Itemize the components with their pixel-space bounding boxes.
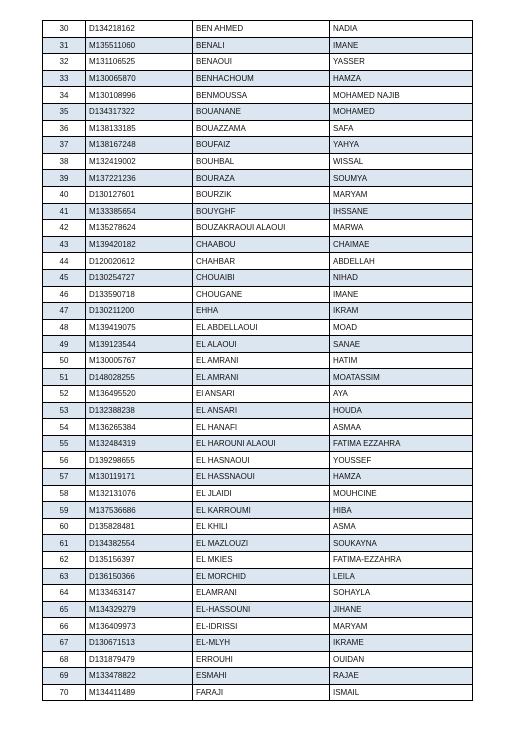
student-code-cell: D130254727 — [86, 269, 193, 286]
first-name-cell: MOHAMED NAJIB — [330, 87, 473, 104]
student-code-cell: M139419075 — [86, 319, 193, 336]
row-number-cell: 37 — [43, 137, 86, 154]
row-number-cell: 44 — [43, 253, 86, 270]
row-number-cell: 59 — [43, 502, 86, 519]
row-number-cell: 31 — [43, 37, 86, 54]
table-row — [43, 568, 473, 585]
row-number-cell: 54 — [43, 419, 86, 436]
last-name-cell: EL MAZLOUZI — [193, 535, 330, 552]
first-name-cell: IKRAME — [330, 634, 473, 651]
student-code-cell: M135511060 — [86, 37, 193, 54]
last-name-cell: CHAHBAR — [193, 253, 330, 270]
student-code-cell: D135156397 — [86, 552, 193, 569]
table-row — [43, 684, 473, 701]
first-name-cell: WISSAL — [330, 153, 473, 170]
row-number-cell: 55 — [43, 435, 86, 452]
first-name-cell: MOAD — [330, 319, 473, 336]
first-name-cell: ASMAA — [330, 419, 473, 436]
last-name-cell: BOUFAIZ — [193, 137, 330, 154]
table-row — [43, 120, 473, 137]
student-code-cell: D120020612 — [86, 253, 193, 270]
last-name-cell: EL ABDELLAOUI — [193, 319, 330, 336]
last-name-cell: EL-IDRISSI — [193, 618, 330, 635]
last-name-cell: EL MKIES — [193, 552, 330, 569]
first-name-cell: IMANE — [330, 37, 473, 54]
row-number-cell: 68 — [43, 651, 86, 668]
last-name-cell: BOURZIK — [193, 186, 330, 203]
table-row — [43, 386, 473, 403]
first-name-cell: MARYAM — [330, 186, 473, 203]
table-row — [43, 153, 473, 170]
last-name-cell: BEN AHMED — [193, 21, 330, 38]
student-code-cell: M133463147 — [86, 585, 193, 602]
row-number-cell: 70 — [43, 684, 86, 701]
last-name-cell: BOUAZZAMA — [193, 120, 330, 137]
last-name-cell: EL MORCHID — [193, 568, 330, 585]
last-name-cell: BOUYGHF — [193, 203, 330, 220]
student-code-cell: M135278624 — [86, 220, 193, 237]
first-name-cell: SAFA — [330, 120, 473, 137]
table-row — [43, 236, 473, 253]
table-row — [43, 518, 473, 535]
student-code-cell: D130127601 — [86, 186, 193, 203]
table-row — [43, 37, 473, 54]
last-name-cell: El ANSARI — [193, 386, 330, 403]
student-code-cell: D130671513 — [86, 634, 193, 651]
row-number-cell: 50 — [43, 352, 86, 369]
table-row — [43, 303, 473, 320]
first-name-cell: HAMZA — [330, 469, 473, 486]
row-number-cell: 61 — [43, 535, 86, 552]
student-code-cell: M132131076 — [86, 485, 193, 502]
row-number-cell: 45 — [43, 269, 86, 286]
row-number-cell: 35 — [43, 103, 86, 120]
row-number-cell: 60 — [43, 518, 86, 535]
first-name-cell: YAHYA — [330, 137, 473, 154]
table-row — [43, 21, 473, 38]
student-code-cell: M130065870 — [86, 70, 193, 87]
row-number-cell: 30 — [43, 21, 86, 38]
table-row — [43, 203, 473, 220]
student-code-cell: M131106525 — [86, 54, 193, 71]
student-code-cell: M136409973 — [86, 618, 193, 635]
student-code-cell: M138133185 — [86, 120, 193, 137]
first-name-cell: SOUKAYNA — [330, 535, 473, 552]
row-number-cell: 46 — [43, 286, 86, 303]
last-name-cell: ESMAHI — [193, 668, 330, 685]
last-name-cell: BOUHBAL — [193, 153, 330, 170]
first-name-cell: AYA — [330, 386, 473, 403]
table-row — [43, 137, 473, 154]
table-row — [43, 618, 473, 635]
first-name-cell: OUIDAN — [330, 651, 473, 668]
student-code-cell: M133385654 — [86, 203, 193, 220]
row-number-cell: 32 — [43, 54, 86, 71]
row-number-cell: 47 — [43, 303, 86, 320]
row-number-cell: 65 — [43, 601, 86, 618]
row-number-cell: 36 — [43, 120, 86, 137]
last-name-cell: BENAOUI — [193, 54, 330, 71]
last-name-cell: EL KHILI — [193, 518, 330, 535]
row-number-cell: 48 — [43, 319, 86, 336]
table-row — [43, 402, 473, 419]
last-name-cell: EL ALAOUI — [193, 336, 330, 353]
row-number-cell: 57 — [43, 469, 86, 486]
student-code-cell: M130005767 — [86, 352, 193, 369]
row-number-cell: 53 — [43, 402, 86, 419]
table-row — [43, 253, 473, 270]
student-code-cell: D134317322 — [86, 103, 193, 120]
student-code-cell: D133590718 — [86, 286, 193, 303]
last-name-cell: ERROUHI — [193, 651, 330, 668]
student-code-cell: M137221236 — [86, 170, 193, 187]
last-name-cell: CHOUAIBI — [193, 269, 330, 286]
first-name-cell: ASMA — [330, 518, 473, 535]
student-code-cell: M137536686 — [86, 502, 193, 519]
last-name-cell: FARAJI — [193, 684, 330, 701]
first-name-cell: MARYAM — [330, 618, 473, 635]
first-name-cell: SOUMYA — [330, 170, 473, 187]
first-name-cell: IKRAM — [330, 303, 473, 320]
table-row — [43, 651, 473, 668]
last-name-cell: EL ANSARI — [193, 402, 330, 419]
first-name-cell: MOATASSIM — [330, 369, 473, 386]
first-name-cell: ABDELLAH — [330, 253, 473, 270]
first-name-cell: LEILA — [330, 568, 473, 585]
row-number-cell: 49 — [43, 336, 86, 353]
first-name-cell: NADIA — [330, 21, 473, 38]
row-number-cell: 42 — [43, 220, 86, 237]
last-name-cell: EL HASNAOUI — [193, 452, 330, 469]
student-code-cell: D136150366 — [86, 568, 193, 585]
last-name-cell: BOURAZA — [193, 170, 330, 187]
first-name-cell: SOHAYLA — [330, 585, 473, 602]
table-row — [43, 601, 473, 618]
table-row — [43, 220, 473, 237]
first-name-cell: HATIM — [330, 352, 473, 369]
last-name-cell: BENHACHOUM — [193, 70, 330, 87]
first-name-cell: YASSER — [330, 54, 473, 71]
first-name-cell: ISMAIL — [330, 684, 473, 701]
first-name-cell: IHSSANE — [330, 203, 473, 220]
last-name-cell: EL JLAIDI — [193, 485, 330, 502]
last-name-cell: ELAMRANI — [193, 585, 330, 602]
student-code-cell: M134329279 — [86, 601, 193, 618]
last-name-cell: BENALI — [193, 37, 330, 54]
student-code-cell: M133478822 — [86, 668, 193, 685]
student-code-cell: D134218162 — [86, 21, 193, 38]
first-name-cell: JIHANE — [330, 601, 473, 618]
table-row — [43, 668, 473, 685]
student-code-cell: M138167248 — [86, 137, 193, 154]
row-number-cell: 56 — [43, 452, 86, 469]
row-number-cell: 34 — [43, 87, 86, 104]
first-name-cell: SANAE — [330, 336, 473, 353]
last-name-cell: EL KARROUMI — [193, 502, 330, 519]
table-row — [43, 502, 473, 519]
last-name-cell: EL-HASSOUNI — [193, 601, 330, 618]
last-name-cell: EL HAROUNI ALAOUI — [193, 435, 330, 452]
student-code-cell: D139298655 — [86, 452, 193, 469]
last-name-cell: CHAABOU — [193, 236, 330, 253]
row-number-cell: 33 — [43, 70, 86, 87]
table-row — [43, 269, 473, 286]
table-row — [43, 336, 473, 353]
table-row — [43, 585, 473, 602]
row-number-cell: 69 — [43, 668, 86, 685]
last-name-cell: EL AMRANI — [193, 369, 330, 386]
row-number-cell: 58 — [43, 485, 86, 502]
student-code-cell: M132419002 — [86, 153, 193, 170]
table-row — [43, 369, 473, 386]
row-number-cell: 63 — [43, 568, 86, 585]
first-name-cell: MOUHCINE — [330, 485, 473, 502]
first-name-cell: MARWA — [330, 220, 473, 237]
row-number-cell: 62 — [43, 552, 86, 569]
last-name-cell: EL AMRANI — [193, 352, 330, 369]
first-name-cell: HIBA — [330, 502, 473, 519]
first-name-cell: YOUSSEF — [330, 452, 473, 469]
student-code-cell: M130108996 — [86, 87, 193, 104]
student-code-cell: D130211200 — [86, 303, 193, 320]
row-number-cell: 67 — [43, 634, 86, 651]
last-name-cell: EL HASSNAOUI — [193, 469, 330, 486]
table-row — [43, 552, 473, 569]
student-code-cell: D131879479 — [86, 651, 193, 668]
last-name-cell: CHOUGANE — [193, 286, 330, 303]
table-row — [43, 634, 473, 651]
table-row — [43, 170, 473, 187]
first-name-cell: MOHAMED — [330, 103, 473, 120]
table-row — [43, 87, 473, 104]
student-code-cell: M130119171 — [86, 469, 193, 486]
first-name-cell: HOUDA — [330, 402, 473, 419]
table-row — [43, 452, 473, 469]
first-name-cell: IMANE — [330, 286, 473, 303]
student-code-cell: D148028255 — [86, 369, 193, 386]
table-row — [43, 469, 473, 486]
student-list-table — [42, 20, 473, 701]
last-name-cell: EHHA — [193, 303, 330, 320]
last-name-cell: EL HANAFI — [193, 419, 330, 436]
student-code-cell: M139420182 — [86, 236, 193, 253]
first-name-cell: HAMZA — [330, 70, 473, 87]
student-code-cell: M132484319 — [86, 435, 193, 452]
last-name-cell: BENMOUSSA — [193, 87, 330, 104]
table-row — [43, 54, 473, 71]
student-code-cell: M134411489 — [86, 684, 193, 701]
first-name-cell: FATIMA-EZZAHRA — [330, 552, 473, 569]
student-code-cell: M136495520 — [86, 386, 193, 403]
table-row — [43, 286, 473, 303]
row-number-cell: 39 — [43, 170, 86, 187]
last-name-cell: BOUANANE — [193, 103, 330, 120]
table-row — [43, 435, 473, 452]
table-row — [43, 419, 473, 436]
table-row — [43, 70, 473, 87]
row-number-cell: 51 — [43, 369, 86, 386]
table-row — [43, 319, 473, 336]
first-name-cell: RAJAE — [330, 668, 473, 685]
first-name-cell: FATIMA EZZAHRA — [330, 435, 473, 452]
student-code-cell: M136265384 — [86, 419, 193, 436]
row-number-cell: 40 — [43, 186, 86, 203]
table-body — [43, 21, 473, 701]
table-row — [43, 352, 473, 369]
last-name-cell: EL-MLYH — [193, 634, 330, 651]
last-name-cell: BOUZAKRAOUI ALAOUI — [193, 220, 330, 237]
student-code-cell: D132388238 — [86, 402, 193, 419]
row-number-cell: 52 — [43, 386, 86, 403]
row-number-cell: 41 — [43, 203, 86, 220]
first-name-cell: CHAIMAE — [330, 236, 473, 253]
row-number-cell: 66 — [43, 618, 86, 635]
table-row — [43, 103, 473, 120]
table-row — [43, 485, 473, 502]
row-number-cell: 43 — [43, 236, 86, 253]
student-code-cell: D134382554 — [86, 535, 193, 552]
row-number-cell: 64 — [43, 585, 86, 602]
first-name-cell: NIHAD — [330, 269, 473, 286]
student-code-cell: M139123544 — [86, 336, 193, 353]
table-row — [43, 186, 473, 203]
row-number-cell: 38 — [43, 153, 86, 170]
student-code-cell: D135828481 — [86, 518, 193, 535]
table-row — [43, 535, 473, 552]
